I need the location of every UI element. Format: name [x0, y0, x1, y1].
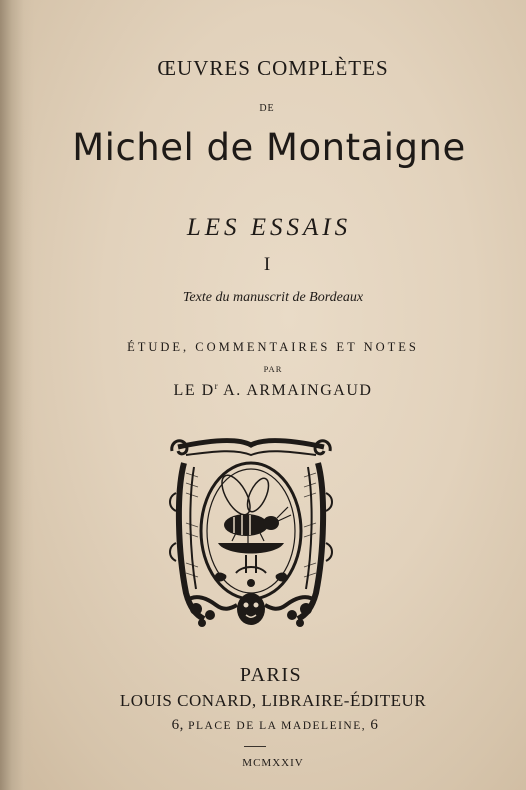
imprint-city: PARIS	[239, 664, 303, 686]
editor-superscript: r	[214, 381, 218, 391]
bee-emblem-icon	[166, 433, 336, 633]
work-title: LES ESSAIS	[186, 214, 352, 241]
editor-prefix: LE D	[173, 382, 215, 399]
editor-name: A. ARMAINGAUD	[223, 382, 373, 399]
volume-number: I	[263, 254, 271, 275]
by-line: PAR	[263, 364, 283, 374]
address-street: PLACE DE LA MADELEINE,	[188, 720, 367, 732]
address-number-end: 6	[370, 717, 379, 733]
author-name: Michel de Montaigne	[72, 126, 466, 169]
text-source: Texte du manuscrit de Bordeaux	[182, 290, 364, 305]
address-number-start: 6,	[171, 717, 184, 733]
editor-line	[0, 381, 526, 400]
divider-rule	[244, 746, 266, 747]
series-title: ŒUVRES COMPLÈTES	[157, 56, 389, 80]
apparatus-line: ÉTUDE, COMMENTAIRES ET NOTES	[127, 340, 419, 354]
publisher-name: LOUIS CONARD, LIBRAIRE-ÉDITEUR	[119, 691, 427, 710]
publisher-address	[0, 717, 526, 734]
publication-year: MCMXXIV	[242, 757, 304, 769]
connector-de: DE	[259, 103, 275, 114]
